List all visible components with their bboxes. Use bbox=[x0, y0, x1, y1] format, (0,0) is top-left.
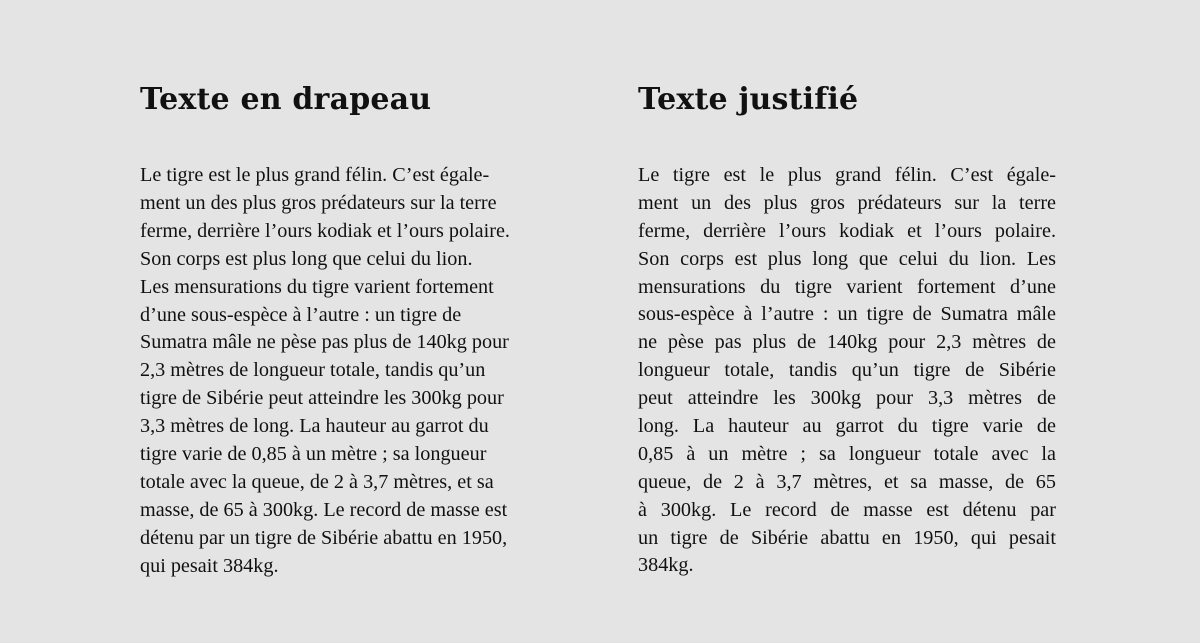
ragged-text-column bbox=[140, 80, 510, 581]
text-line: sous-espèce à l’autre : un tigre de Sumatra mâle bbox=[638, 303, 1056, 326]
ragged-paragraph bbox=[140, 162, 510, 581]
text-line: tigre de Sibérie peut atteindre les 300kg pour bbox=[140, 387, 504, 410]
text-line: Sumatra mâle ne pèse pas plus de 140kg pour bbox=[140, 331, 509, 354]
text-line: 2,3 mètres de longueur totale, tandis qu’un bbox=[140, 359, 486, 382]
text-line: ne pèse pas plus de 140kg pour 2,3 mètres de bbox=[638, 331, 1056, 354]
text-line: ferme, derrière l’ours kodiak et l’ours polaire. bbox=[140, 219, 510, 242]
text-line: Les mensurations du tigre varient fortement bbox=[140, 275, 494, 298]
text-line: Le tigre est le plus grand félin. C’est égale- bbox=[638, 164, 1056, 186]
text-line: Son corps est plus long que celui du lion. bbox=[140, 247, 473, 270]
text-line: Son corps est plus long que celui du lion. Les bbox=[638, 247, 1056, 270]
text-line: 3,3 mètres de long. La hauteur au garrot du bbox=[140, 415, 489, 438]
text-line: peut atteindre les 300kg pour 3,3 mètres de bbox=[638, 387, 1056, 410]
text-line: ment un des plus gros prédateurs sur la terre bbox=[140, 191, 497, 214]
text-line: un tigre de Sibérie abattu en 1950, qui pesait bbox=[638, 526, 1056, 549]
text-line: 0,85 à un mètre ; sa longueur totale avec la bbox=[638, 442, 1056, 465]
text-line: totale avec la queue, de 2 à 3,7 mètres, et sa bbox=[140, 470, 494, 493]
text-line: longueur totale, tandis qu’un tigre de Sibérie bbox=[638, 359, 1056, 382]
text-line: qui pesait 384kg. bbox=[140, 554, 279, 577]
justified-column-title: Texte justifié bbox=[638, 82, 859, 117]
text-line: à 300kg. Le record de masse est détenu par bbox=[638, 498, 1056, 521]
text-line: queue, de 2 à 3,7 mètres, et sa masse, de 65 bbox=[638, 470, 1056, 493]
text-line: ment un des plus gros prédateurs sur la terre bbox=[638, 191, 1056, 214]
ragged-column-title: Texte en drapeau bbox=[140, 82, 432, 117]
text-line: long. La hauteur au garrot du tigre varie de bbox=[638, 415, 1056, 438]
text-line: ferme, derrière l’ours kodiak et l’ours polaire. bbox=[638, 219, 1056, 242]
justified-text-column bbox=[638, 80, 1056, 580]
text-line: tigre varie de 0,85 à un mètre ; sa longueur bbox=[140, 443, 487, 466]
justified-paragraph bbox=[638, 162, 1056, 580]
text-line: Le tigre est le plus grand félin. C’est égale- bbox=[140, 164, 490, 186]
text-line: masse, de 65 à 300kg. Le record de masse est bbox=[140, 498, 508, 521]
text-line: détenu par un tigre de Sibérie abattu en 1950, bbox=[140, 526, 508, 549]
text-line: mensurations du tigre varient fortement d’une bbox=[638, 275, 1056, 298]
text-line: 384kg. bbox=[638, 554, 694, 577]
text-line: d’une sous-espèce à l’autre : un tigre de bbox=[140, 303, 462, 326]
